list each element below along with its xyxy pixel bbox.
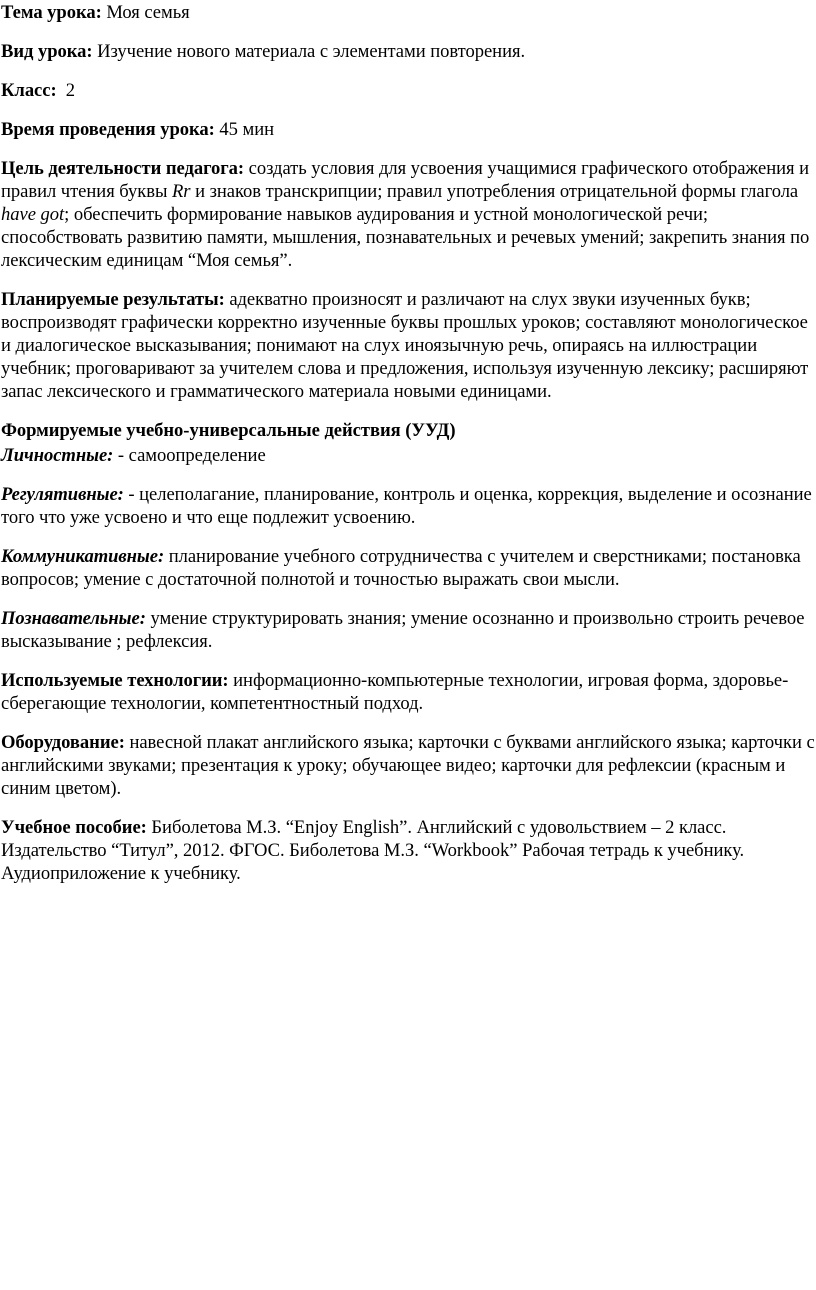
uud-personal-line — [1, 444, 816, 467]
duration-value: 45 мин — [214, 119, 275, 140]
grade-value: 2 — [56, 80, 76, 101]
grade-line — [1, 79, 816, 102]
uud-personal-text: - самоопределение — [113, 445, 266, 466]
textbook-paragraph — [1, 816, 816, 885]
results-paragraph — [1, 288, 816, 403]
goal-letter: Rr — [172, 181, 191, 202]
equipment-paragraph — [1, 731, 816, 800]
topic-line — [1, 1, 816, 24]
duration-label: Время проведения урока: — [1, 119, 215, 140]
uud-communicative-paragraph — [1, 545, 816, 591]
uud-personal-label: Личностные: — [1, 445, 114, 466]
lesson-type-label: Вид урока: — [1, 41, 93, 62]
textbook-label: Учебное пособие: — [1, 817, 147, 838]
lesson-type-value: Изучение нового материала с элементами повторения. — [92, 41, 526, 62]
topic-value: Моя семья — [101, 2, 190, 23]
technologies-text: информационно-компьютерные технологии, игровая форма, здоровье-сберегающие технологии, компетентностный подход. — [1, 670, 789, 714]
goal-paragraph — [1, 157, 816, 272]
uud-regulatory-paragraph — [1, 483, 816, 529]
lesson-type-line — [1, 40, 816, 63]
uud-regulatory-text: - целеполагание, планирование, контроль и оценка, коррекция, выделение и осознание того что уже усвоено и что еще подлежит усвоению. — [1, 484, 812, 528]
uud-communicative-text: планирование учебного сотрудничества с учителем и сверстниками; постановка вопросов; умение с достаточной полнотой и точностью выражать свои мысли. — [1, 546, 801, 590]
grade-label: Класс: — [1, 80, 57, 101]
uud-cognitive-text: умение структурировать знания; умение осознанно и произвольно строить речевое высказывание ; рефлексия. — [1, 608, 805, 652]
goal-text-3: ; обеспечить формирование навыков аудирования и устной монологической речи; способствовать развитию памяти, мышления, познавательных и речевых умений; закрепить знания по лексическим единицам “Моя семья”. — [1, 204, 810, 271]
textbook-text: Биболетова М.З. “Enjoy English”. Английский с удовольствием – 2 класс. Издательство “Титул”, 2012. ФГОС. Биболетова М.З. “Workbook” Рабочая тетрадь к учебнику. Аудиоприложение к учебнику. — [1, 817, 745, 884]
topic-label: Тема урока: — [1, 2, 102, 23]
goal-text-2: и знаков транскрипции; правил употребления отрицательной формы глагола — [190, 181, 799, 202]
goal-label: Цель деятельности педагога: — [1, 158, 245, 179]
equipment-label: Оборудование: — [1, 732, 125, 753]
uud-communicative-label: Коммуникативные: — [1, 546, 165, 567]
uud-cognitive-paragraph — [1, 607, 816, 653]
results-text: адекватно произносят и различают на слух звуки изученных букв; воспроизводят графически корректно изученные буквы прошлых уроков; составляют монологическое и диалогическое высказывания; понимают на слух иноязычную речь, опираясь на иллюстрации учебник; проговаривают за учителем слова и предложения, используя изученную лексику; расширяют запас лексического и грамматического материала новыми единицами. — [1, 289, 809, 402]
goal-verb: have got — [1, 204, 65, 225]
uud-cognitive-label: Познавательные: — [1, 608, 146, 629]
technologies-paragraph — [1, 669, 816, 715]
uud-regulatory-label: Регулятивные: — [1, 484, 124, 505]
equipment-text: навесной плакат английского языка; карточки с буквами английского языка; карточки с английскими звуками; презентация к уроку; обучающее видео; карточки для рефлексии (красным и синим цветом). — [1, 732, 815, 799]
technologies-label: Используемые технологии: — [1, 670, 229, 691]
goal-text-1: создать условия для усвоения учащимися графического отображения и правил чтения буквы — [1, 158, 809, 202]
results-label: Планируемые результаты: — [1, 289, 225, 310]
uud-heading-text: Формируемые учебно-универсальные действия (УУД) — [1, 420, 456, 441]
duration-line — [1, 118, 816, 141]
uud-heading — [1, 419, 816, 442]
